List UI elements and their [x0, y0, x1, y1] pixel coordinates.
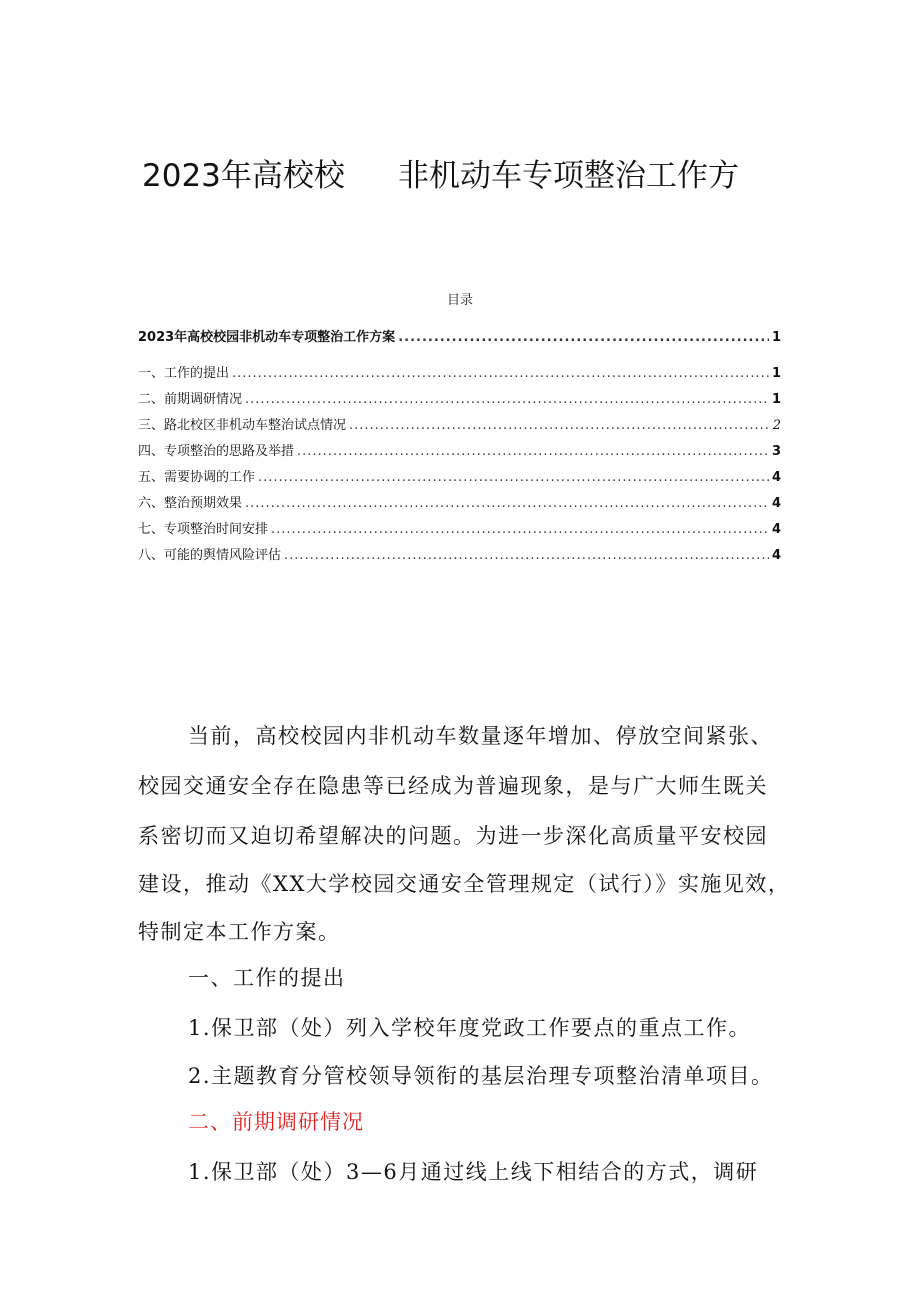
toc-dot-leader [271, 522, 769, 537]
toc-entry[interactable] [138, 518, 781, 538]
toc-entry-page: 4 [771, 496, 781, 511]
toc-entry[interactable] [138, 466, 781, 486]
toc-entry[interactable] [138, 388, 781, 408]
toc-entry-page: 3 [771, 444, 781, 459]
toc-entry-page: 1 [771, 392, 781, 407]
intro-paragraph-line: 特制定本工作方案。 [138, 920, 341, 944]
toc-entry-page: 2 [772, 418, 781, 433]
toc-dot-leader [258, 470, 769, 485]
toc-dot-leader [245, 392, 769, 407]
intro-paragraph-line: 当前，高校校园内非机动车数量逐年增加、停放空间紧张、 [188, 724, 773, 748]
document-title [0, 150, 920, 200]
toc-entry[interactable] [138, 492, 781, 512]
toc-entry-page: 4 [771, 522, 781, 537]
section-heading-2: 二、前期调研情况 [188, 1110, 364, 1134]
toc-entry-label: 三、路北校区非机动车整治试点情况 [138, 418, 347, 433]
toc-entry-label: 五、需要协调的工作 [138, 470, 256, 485]
toc-entry-label: 二、前期调研情况 [138, 392, 243, 407]
intro-paragraph-line: 校园交通安全存在隐患等已经成为普遍现象，是与广大师生既关 [138, 774, 768, 798]
section-2-item-1: 1.保卫部（处）3—6月通过线上线下相结合的方式，调研 [188, 1160, 759, 1184]
document-title-part-2: 非机动车专项整治工作方 [398, 158, 739, 194]
intro-paragraph-line: 系密切而又迫切希望解决的问题。为进一步深化高质量平安校园 [138, 824, 768, 848]
toc-entry[interactable] [138, 326, 781, 346]
toc-entry-page: 1 [771, 330, 781, 345]
toc-dot-leader [297, 444, 769, 459]
section-heading-1: 一、工作的提出 [188, 966, 346, 990]
toc-dot-leader [245, 496, 769, 511]
toc-entry-label: 八、可能的舆情风险评估 [138, 548, 282, 563]
toc-entry-label: 七、专项整治时间安排 [138, 522, 269, 537]
toc-entry[interactable] [138, 440, 781, 460]
toc-dot-leader [232, 366, 769, 381]
toc-dot-leader [349, 418, 770, 433]
document-title-part-1: 2023年高校校 [142, 158, 345, 194]
toc-dot-leader [398, 330, 769, 345]
section-1-item-2: 2.主题教育分管校领导领衔的基层治理专项整治清单项目。 [188, 1064, 774, 1088]
toc-entry-page: 4 [771, 548, 781, 563]
toc-entry-label: 2023年高校校园非机动车专项整治工作方案 [138, 330, 396, 345]
toc-entry[interactable] [138, 414, 781, 434]
toc-entry[interactable] [138, 362, 781, 382]
toc-entry-page: 1 [771, 366, 781, 381]
intro-paragraph-line: 建设，推动《XX大学校园交通安全管理规定（试行）》实施见效， [138, 872, 791, 896]
toc-entry-label: 四、专项整治的思路及举措 [138, 444, 295, 459]
toc-dot-leader [284, 548, 769, 563]
section-1-item-1: 1.保卫部（处）列入学校年度党政工作要点的重点工作。 [188, 1016, 752, 1040]
toc-entry[interactable] [138, 544, 781, 564]
toc-entry-label: 一、工作的提出 [138, 366, 230, 381]
toc-heading: 目录 [446, 293, 473, 308]
toc-entry-page: 4 [771, 470, 781, 485]
toc-entry-label: 六、整治预期效果 [138, 496, 243, 511]
